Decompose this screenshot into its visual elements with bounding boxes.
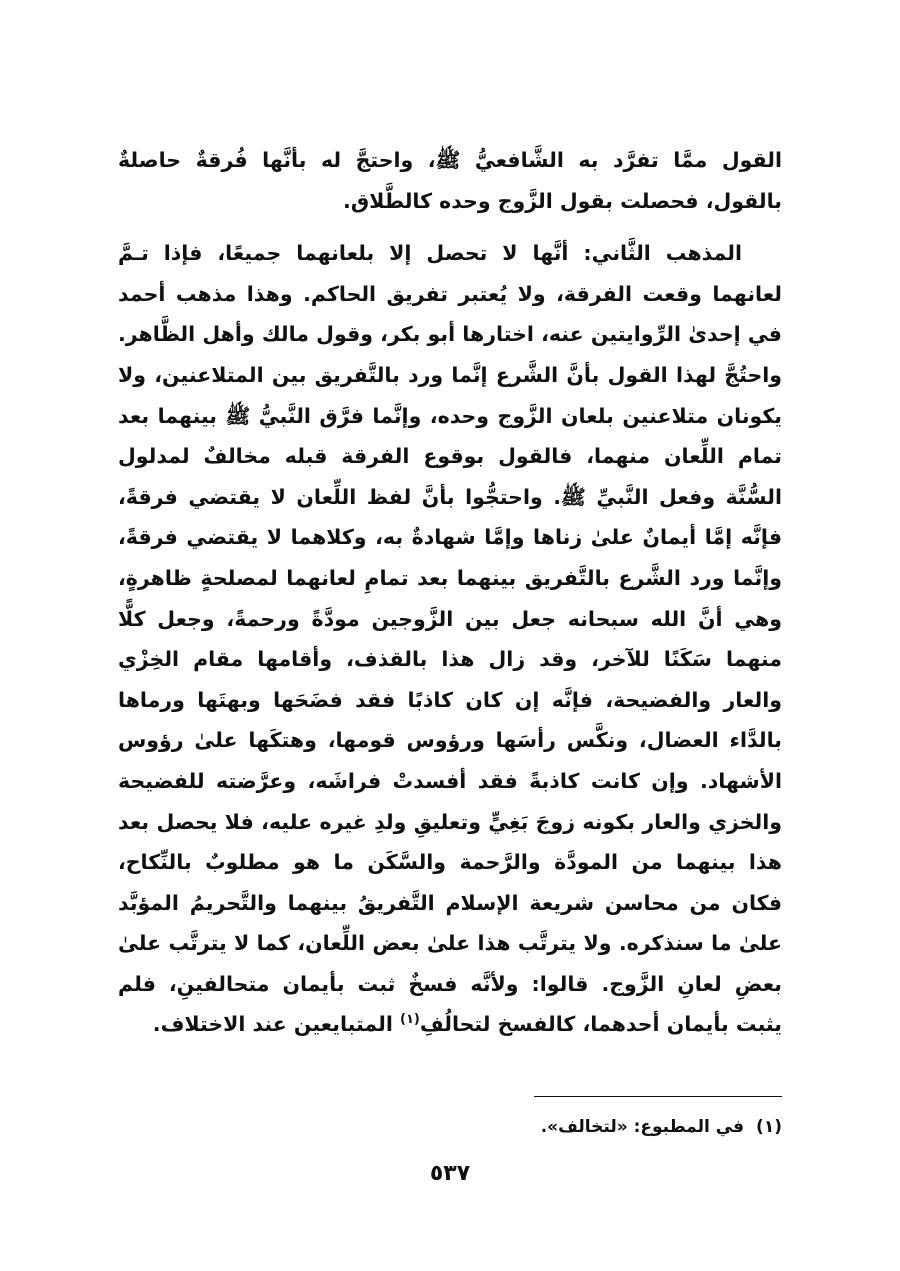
footnote: [541, 1113, 782, 1141]
footnote-divider: [534, 1096, 782, 1097]
footnote-reference[interactable]: (١): [400, 1012, 420, 1028]
footnote-number: (١): [756, 1117, 782, 1137]
paragraph-second-doctrine: [118, 233, 782, 1045]
paragraph-2-text: المذهب الثَّاني: أنَّها لا تحصل إلا بلعانهما جميعًا، فإذا تـمَّ لعانهما وقعت الفرقة، ولا يُعتبر تفريق الحاكم. وهذا مذهب أحمد في إحدىٰ الرِّوايتين عنه، اختارها أبو بكر، وقول مالك وأهل الظَّاهر. واحتُجَّ لهذا القول بأنَّ الشَّرع إنَّما ورد بالتَّفريق بين المتلاعنين، ولا يكونان متلاعنين بلعان الزَّوج وحده، وإنَّما فرَّق النَّبيُّ ﷺ بينهما بعد تمام اللِّعان منهما، فالقول بوقوع الفرقة قبله مخالفٌ لمدلول السُّنَّة وفعل النَّبيِّ ﷺ. واحتجُّوا بأنَّ لفظ اللِّعان لا يقتضي فرقةً، فإنَّه إمَّا أيمانٌ علىٰ زناها وإمَّا شهادةٌ به، وكلاهما لا يقتضي فرقةً، وإنَّما ورد الشَّرع بالتَّفريق بينهما بعد تمامِ لعانهما لمصلحةٍ ظاهرةٍ، وهي أنَّ الله سبحانه جعل بين الزَّوجين مودَّةً ورحمةً، وجعل كلًّا منهما سَكَنًا للآخر، وقد زال هذا بالقذف، وأقامها مقام الخِزْي والعار والفضيحة، فإنَّه إن كان كاذبًا فقد فضَحَها وبهتَها ورماها بالدَّاء العضال، ونكَّس رأسَها ورؤوس قومها، وهتكَها علىٰ رؤوس الأشهاد. وإن كانت كاذبةً فقد أفسدتْ فراشَه، وعرَّضته للفضيحة والخزي والعار بكونه زوجَ بَغِيٍّ وتعليقِ ولدِ غيره عليه، فلا يحصل بعد هذا بينهما من المودَّة والرَّحمة والسَّكَن ما هو مطلوبٌ بالنِّكاح، فكان من محاسن شريعة الإسلام التَّفريقُ بينهما والتَّحريمُ المؤبَّد علىٰ ما سنذكره. ولا يترتَّب هذا علىٰ بعض اللِّعان، كما لا يترتَّب علىٰ بعضِ لعانِ الزَّوج. قالوا: ولأنَّه فسخٌ ثبت بأيمان متحالفينِ، فلم يثبت بأيمان أحدهما، كالفسخ لتحالُفِ: [118, 241, 782, 1037]
paragraph-1-text: القول ممَّا تفرَّد به الشَّافعيُّ ﷺ، واحتجَّ له بأنَّها فُرقةٌ حاصلةٌ بالقول، فحصلت بقول الزَّوج وحده كالطَّلاق.: [118, 148, 782, 213]
paragraph-2-end-text: المتبايعين عند الاختلاف.: [152, 1012, 393, 1037]
main-text: [118, 140, 782, 1045]
paragraph-continuation: [118, 140, 782, 221]
page-number: ٥٣٧: [429, 1161, 471, 1186]
footnote-text: في المطبوع: «لتخالف».: [540, 1117, 745, 1137]
